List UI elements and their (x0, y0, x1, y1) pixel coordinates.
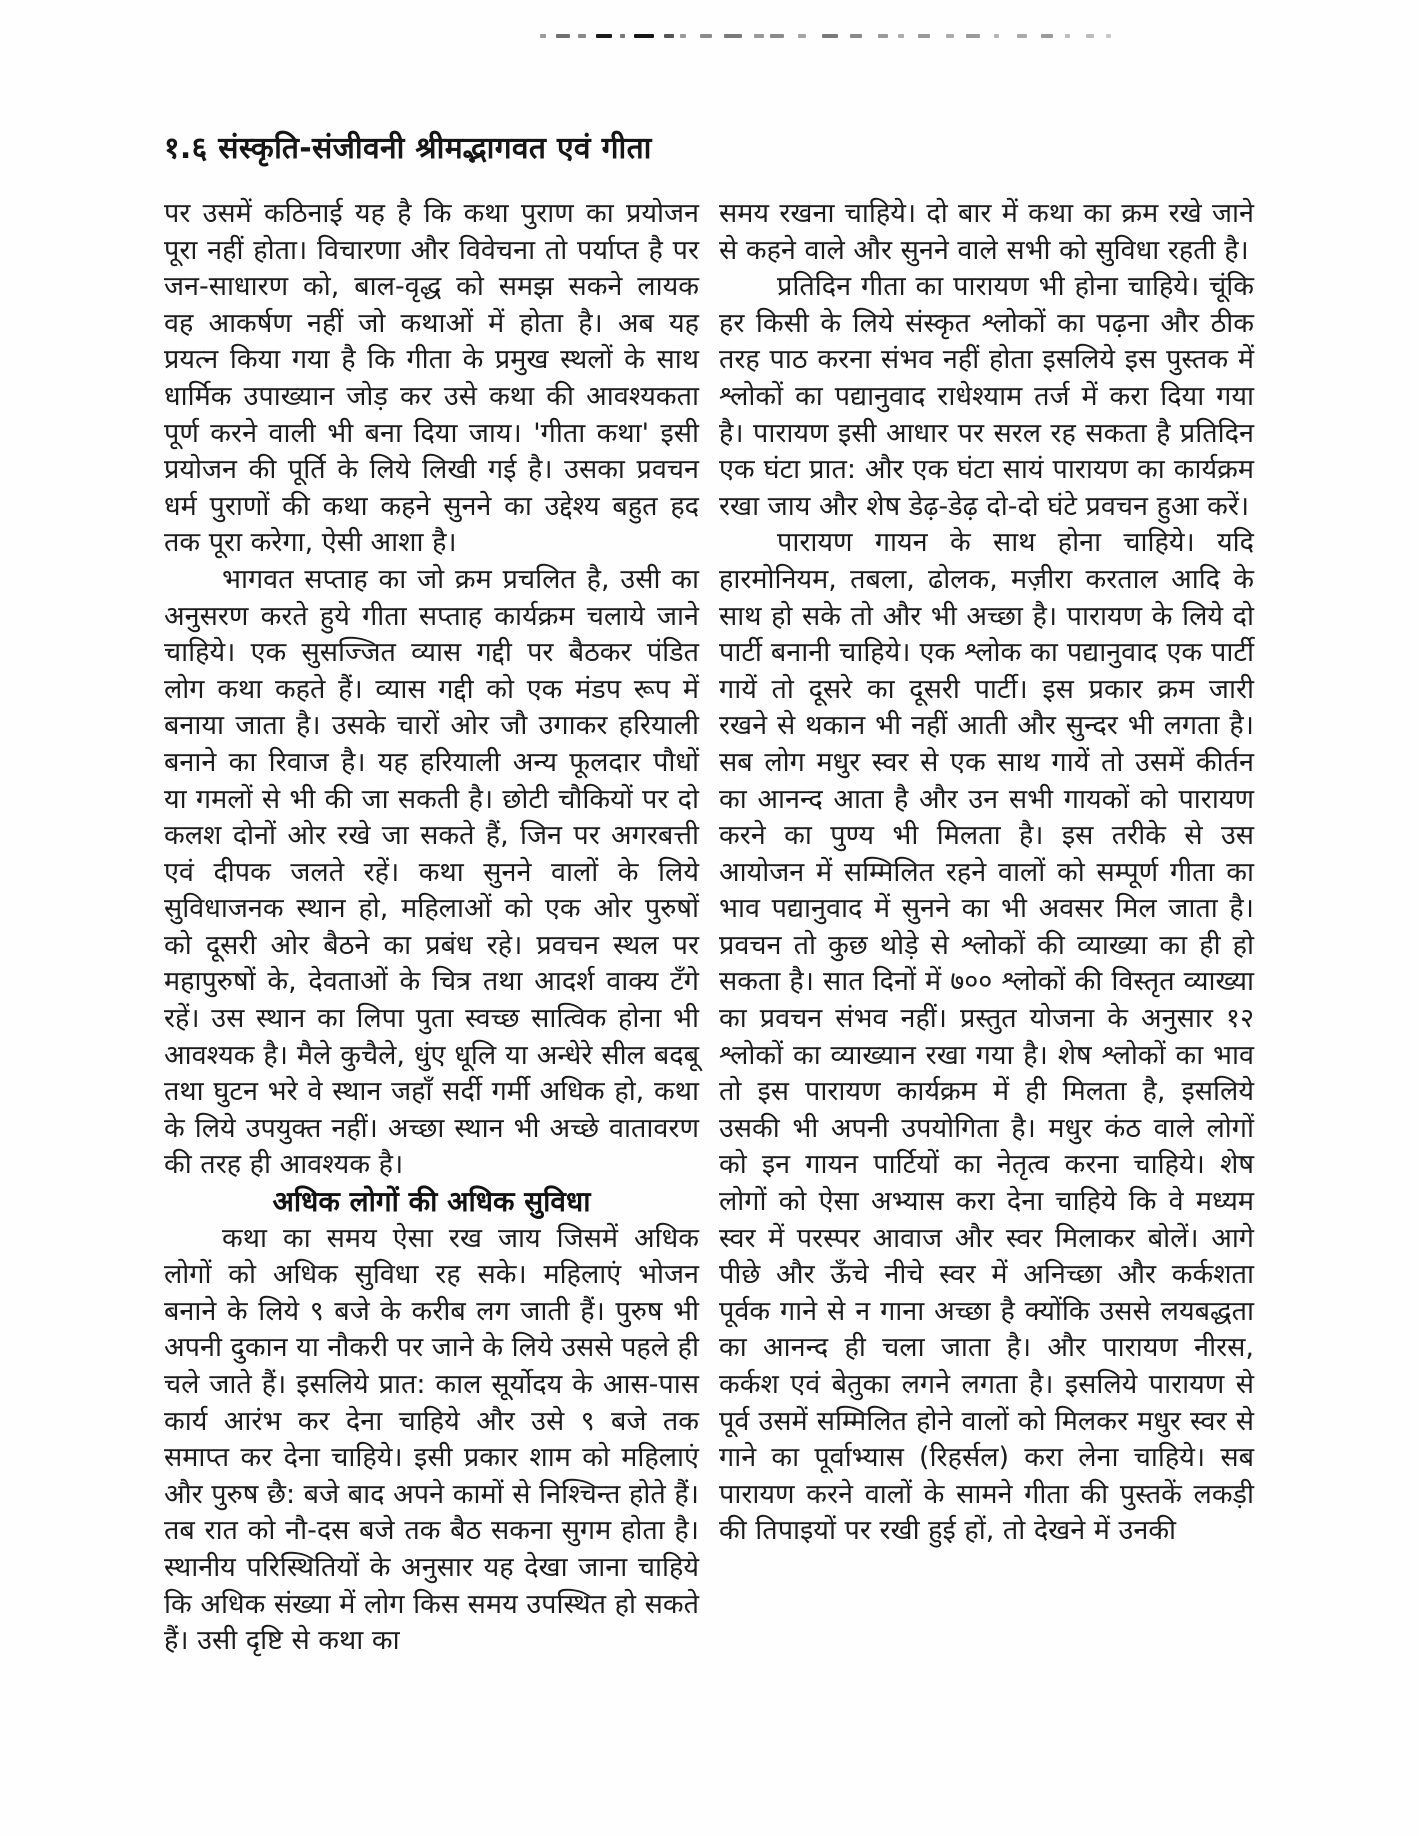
scan-dash (578, 34, 586, 38)
scan-dash (664, 34, 674, 38)
scan-dash (556, 34, 570, 38)
scan-dash (946, 34, 954, 38)
scan-dash (620, 34, 625, 38)
scan-dash (966, 34, 980, 38)
paragraph: पर उसमें कठिनाई यह है कि कथा पुराण का प्रयोजन पूरा नहीं होता। विचारणा और विवेचना तो पर्याप्त है पर जन-साधारण को, बाल-वृद्ध को समझ सकने लायक वह आकर्षण नहीं जो कथाओं में होता है। अब यह प्रयत्न किया गया है कि गीता के प्रमुख स्थलों के साथ धार्मिक उपाख्यान जोड़ कर उसे कथा की आवश्यकता पूर्ण करने वाली भी बना दिया जाय। 'गीता कथा' इसी प्रयोजन की पूर्ति के लिये लिखी गई है। उसका प्रवचन धर्म पुराणों की कथा कहने सुनने का उद्देश्य बहुत हद तक पूरा करेगा, ऐसी आशा है। (164, 198, 699, 559)
scan-dash (680, 34, 686, 38)
scan-dash (1017, 34, 1027, 38)
scan-dash (754, 34, 764, 38)
scan-dash (918, 34, 930, 38)
scan-dash (724, 34, 742, 38)
scan-dash (1086, 34, 1094, 38)
scan-dash (1106, 34, 1111, 38)
scan-dash (1041, 34, 1053, 38)
scan-dash (634, 34, 654, 38)
scan-dash (822, 34, 838, 38)
paragraph: समय रखना चाहिये। दो बार में कथा का क्रम रखे जाने से कहने वाले और सुनने वाले सभी को सुविधा रहती है। (719, 198, 1254, 266)
right-column (719, 196, 1254, 1660)
scan-dash (878, 34, 888, 38)
paragraph: प्रतिदिन गीता का पारायण भी होना चाहिये। चूंकि हर किसी के लिये संस्कृत श्लोकों का पढ़ना और ठीक तरह पाठ करना संभव नहीं होता इसलिये इस पुस्तक में श्लोकों का पद्यानुवाद राधेश्याम तर्ज में करा दिया गया है। पारायण इसी आधार पर सरल रह सकता है प्रतिदिन एक घंटा प्रात: और एक घंटा सायं पारायण का कार्यक्रम रखा जाय और शेष डेढ़-डेढ़ दो-दो घंटे प्रवचन हुआ करें। (719, 271, 1254, 522)
paragraph: पारायण गायन के साथ होना चाहिये। यदि हारमोनियम, तबला, ढोलक, मज़ीरा करताल आदि के साथ हो सके तो और भी अच्छा है। पारायण के लिये दो पार्टी बनानी चाहिये। एक श्लोक का पद्यानुवाद एक पार्टी गायें तो दूसरे का दूसरी पार्टी। इस प्रकार क्रम जारी रखने से थकान भी नहीं आती और सुन्दर भी लगता है। सब लोग मधुर स्वर से एक साथ गायें तो उसमें कीर्तन का आनन्द आता है और उन सभी गायकों को पारायण करने का पुण्य भी मिलता है। इस तरीके से उस आयोजन में सम्मिलित रहने वालों को सम्पूर्ण गीता का भाव पद्यानुवाद में सुनने का भी अवसर मिल जाता है। प्रवचन तो कुछ थोड़े से श्लोकों की व्याख्या का ही हो सकता है। सात दिनों में ७०० श्लोकों की विस्तृत व्याख्या का प्रवचन संभव नहीं। प्रस्तुत योजना के अनुसार १२ श्लोकों का व्याख्यान रखा गया है। शेष श्लोकों का भाव तो इस पारायण कार्यक्रम में ही मिलता है, इसलिये उसकी भी अपनी उपयोगिता है। मधुर कंठ वाले लोगों को इन गायन पार्टियों का नेतृत्व करना चाहिये। शेष लोगों को ऐसा अभ्यास करा देना चाहिये कि वे मध्यम स्वर में परस्पर आवाज और स्वर मिलाकर बोलें। आगे पीछे और ऊँचे नीचे स्वर में अनिच्छा और कर्कशता पूर्वक गाने से न गाना अच्छा है क्योंकि उससे लयबद्धता का आनन्द ही चला जाता है। और पारायण नीरस, कर्कश एवं बेतुका लगने लगता है। इसलिये पारायण से पूर्व उसमें सम्मिलित होने वालों को मिलकर मधुर स्वर से गाने का पूर्वाभ्यास (रिहर्सल) करा लेना चाहिये। सब पारायण करने वालों के सामने गीता की पुस्तकें लकड़ी की तिपाइयों पर रखी हुई हों, तो देखने में उनकी (719, 527, 1254, 1547)
scan-dash (700, 34, 712, 38)
paragraph: कथा का समय ऐसा रख जाय जिसमें अधिक लोगों को अधिक सुविधा रह सके। महिलाएं भोजन बनाने के लिये ९ बजे के करीब लग जाती हैं। पुरुष भी अपनी दुकान या नौकरी पर जाने के लिये उससे पहले ही चले जाते हैं। इसलिये प्रात: काल सूर्योदय के आस-पास कार्य आरंभ कर देना चाहिये और उसे ९ बजे तक समाप्त कर देना चाहिये। इसी प्रकार शाम को महिलाएं और पुरुष छै: बजे बाद अपने कामों से निश्चिन्त होते हैं। तब रात को नौ-दस बजे तक बैठ सकना सुगम होता है। स्थानीय परिस्थितियों के अनुसार यह देखा जाना चाहिये कि अधिक संख्या में लोग किस समय उपस्थित हो सकते हैं। उसी दृष्टि से कथा का (164, 1222, 699, 1657)
left-column (164, 196, 699, 1660)
scan-dash (770, 34, 784, 38)
section-heading: अधिक लोगों की अधिक सुविधा (272, 1185, 591, 1219)
scan-dash (540, 34, 546, 38)
scan-dash (596, 34, 612, 38)
scan-dash (994, 34, 999, 38)
paragraph: भागवत सप्ताह का जो क्रम प्रचलित है, उसी का अनुसरण करते हुये गीता सप्ताह कार्यक्रम चलाये जाने चाहिये। एक सुसज्जित व्यास गद्दी पर बैठकर पंडित लोग कथा कहते हैं। व्यास गद्दी को एक मंडप रूप में बनाया जाता है। उसके चारों ओर जौ उगाकर हरियाली बनाने का रिवाज है। यह हरियाली अन्य फूलदार पौधों या गमलों से भी की जा सकती है। छोटी चौकियों पर दो कलश दोनों ओर रखे जा सकते हैं, जिन पर अगरबत्ती एवं दीपक जलते रहें। कथा सुनने वालों के लिये सुविधाजनक स्थान हो, महिलाओं को एक ओर पुरुषों को दूसरी ओर बैठने का प्रबंध रहे। प्रवचन स्थल पर महापुरुषों के, देवताओं के चित्र तथा आदर्श वाक्य टँगे रहें। उस स्थान का लिपा पुता स्वच्छ सात्विक होना भी आवश्यक है। मैले कुचैले, धुंए धूलि या अन्धेरे सील बदबू तथा घुटन भरे वे स्थान जहाँ सर्दी गर्मी अधिक हो, कथा के लिये उपयुक्त नहीं। अच्छा स्थान भी अच्छे वातावरण की तरह ही आवश्यक है। (164, 563, 699, 1181)
text-columns (164, 196, 1254, 1660)
scan-dash (798, 34, 806, 38)
scan-dash (898, 34, 904, 38)
scan-dash (850, 34, 862, 38)
scan-artifact-dashes (540, 34, 1111, 40)
scan-dash (1065, 34, 1070, 38)
running-header: १.६ संस्कृति-संजीवनी श्रीमद्भागवत एवं गीता (164, 131, 652, 166)
